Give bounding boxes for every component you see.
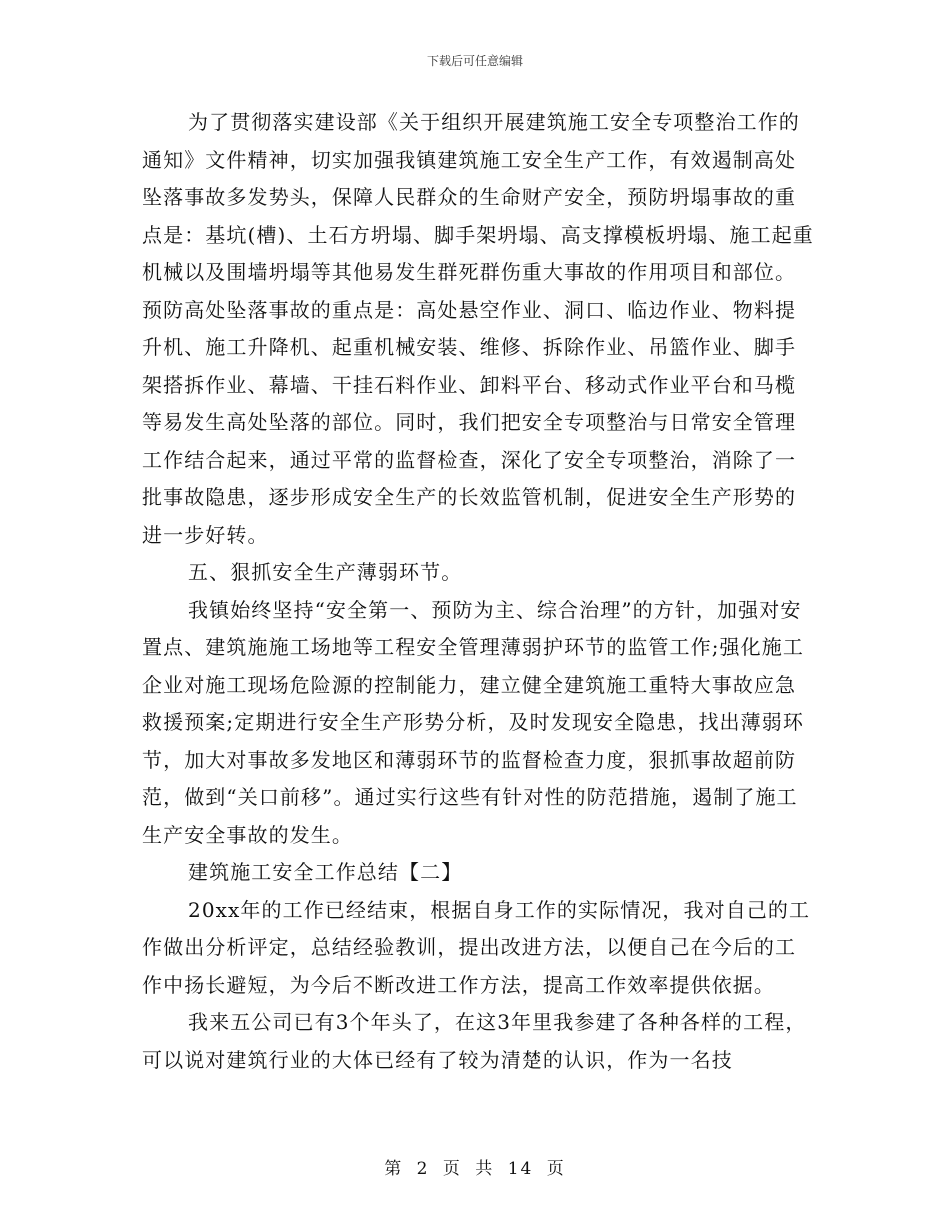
paragraph-weak-links: 我镇始终坚持“安全第一、预防为主、综合治理”的方针，加强对安置点、建筑施施工场地等工程安全管理薄弱护环节的监管工作;强化施工企业对施工现场危险源的控制能力，建立健全建筑施工重特大事故应急救援预案;定期进行安全生产形势分析，及时发现安全隐患，找出薄弱环节，加大对事故多发地区和薄弱环节的监督检查力度，狠抓事故超前防范，做到“关口前移”。通过实行这些有针对性的防范措施，遏制了施工生产安全事故的发生。 (142, 597, 804, 847)
paragraph-special-rectification: 为了贯彻落实建设部《关于组织开展建筑施工安全专项整治工作的通知》文件精神，切实加强我镇建筑施工安全生产工作，有效遏制高处坠落事故多发势头，保障人民群众的生命财产安全，预防坍塌事故的重点是：基坑(槽)、土石方坍塌、脚手架坍塌、高支撑模板坍塌、施工起重机械以及围墙坍塌等其他易发生群死群伤重大事故的作用项目和部位。预防高处坠落事故的重点是：高处悬空作业、洞口、临边作业、物料提升机、施工升降机、起重机械安装、维修、拆除作业、吊篮作业、脚手架搭拆作业、幕墙、干挂石料作业、卸料平台、移动式作业平台和马榄等易发生高处坠落的部位。同时，我们把安全专项整治与日常安全管理工作结合起来，通过平常的监督检查，深化了安全专项整治，消除了一批事故隐患，逐步形成安全生产的长效监管机制，促进安全生产形势的进一步好转。 (142, 110, 814, 547)
page-footer: 第 2 页 共 14 页 (384, 1159, 566, 1179)
paragraph-year-review: 20xx年的工作已经结束，根据自身工作的实际情况，我对自己的工作做出分析评定，总结经验教训，提出改进方法，以便自己在今后的工作中扬长避短，为今后不断改进工作方法，提高工作效率提供依据。 (142, 897, 811, 997)
page-header: 下载后可任意编辑 (426, 54, 523, 68)
document-body (142, 104, 814, 1079)
section-title-summary-two: 建筑施工安全工作总结【二】 (188, 860, 463, 884)
section-heading-five: 五、狠抓安全生产薄弱环节。 (188, 560, 463, 584)
paragraph-company-experience: 我来五公司已有3个年头了，在这3年里我参建了各种各样的工程，可以说对建筑行业的大体已经有了较为清楚的认识，作为一名技 (142, 1010, 807, 1072)
